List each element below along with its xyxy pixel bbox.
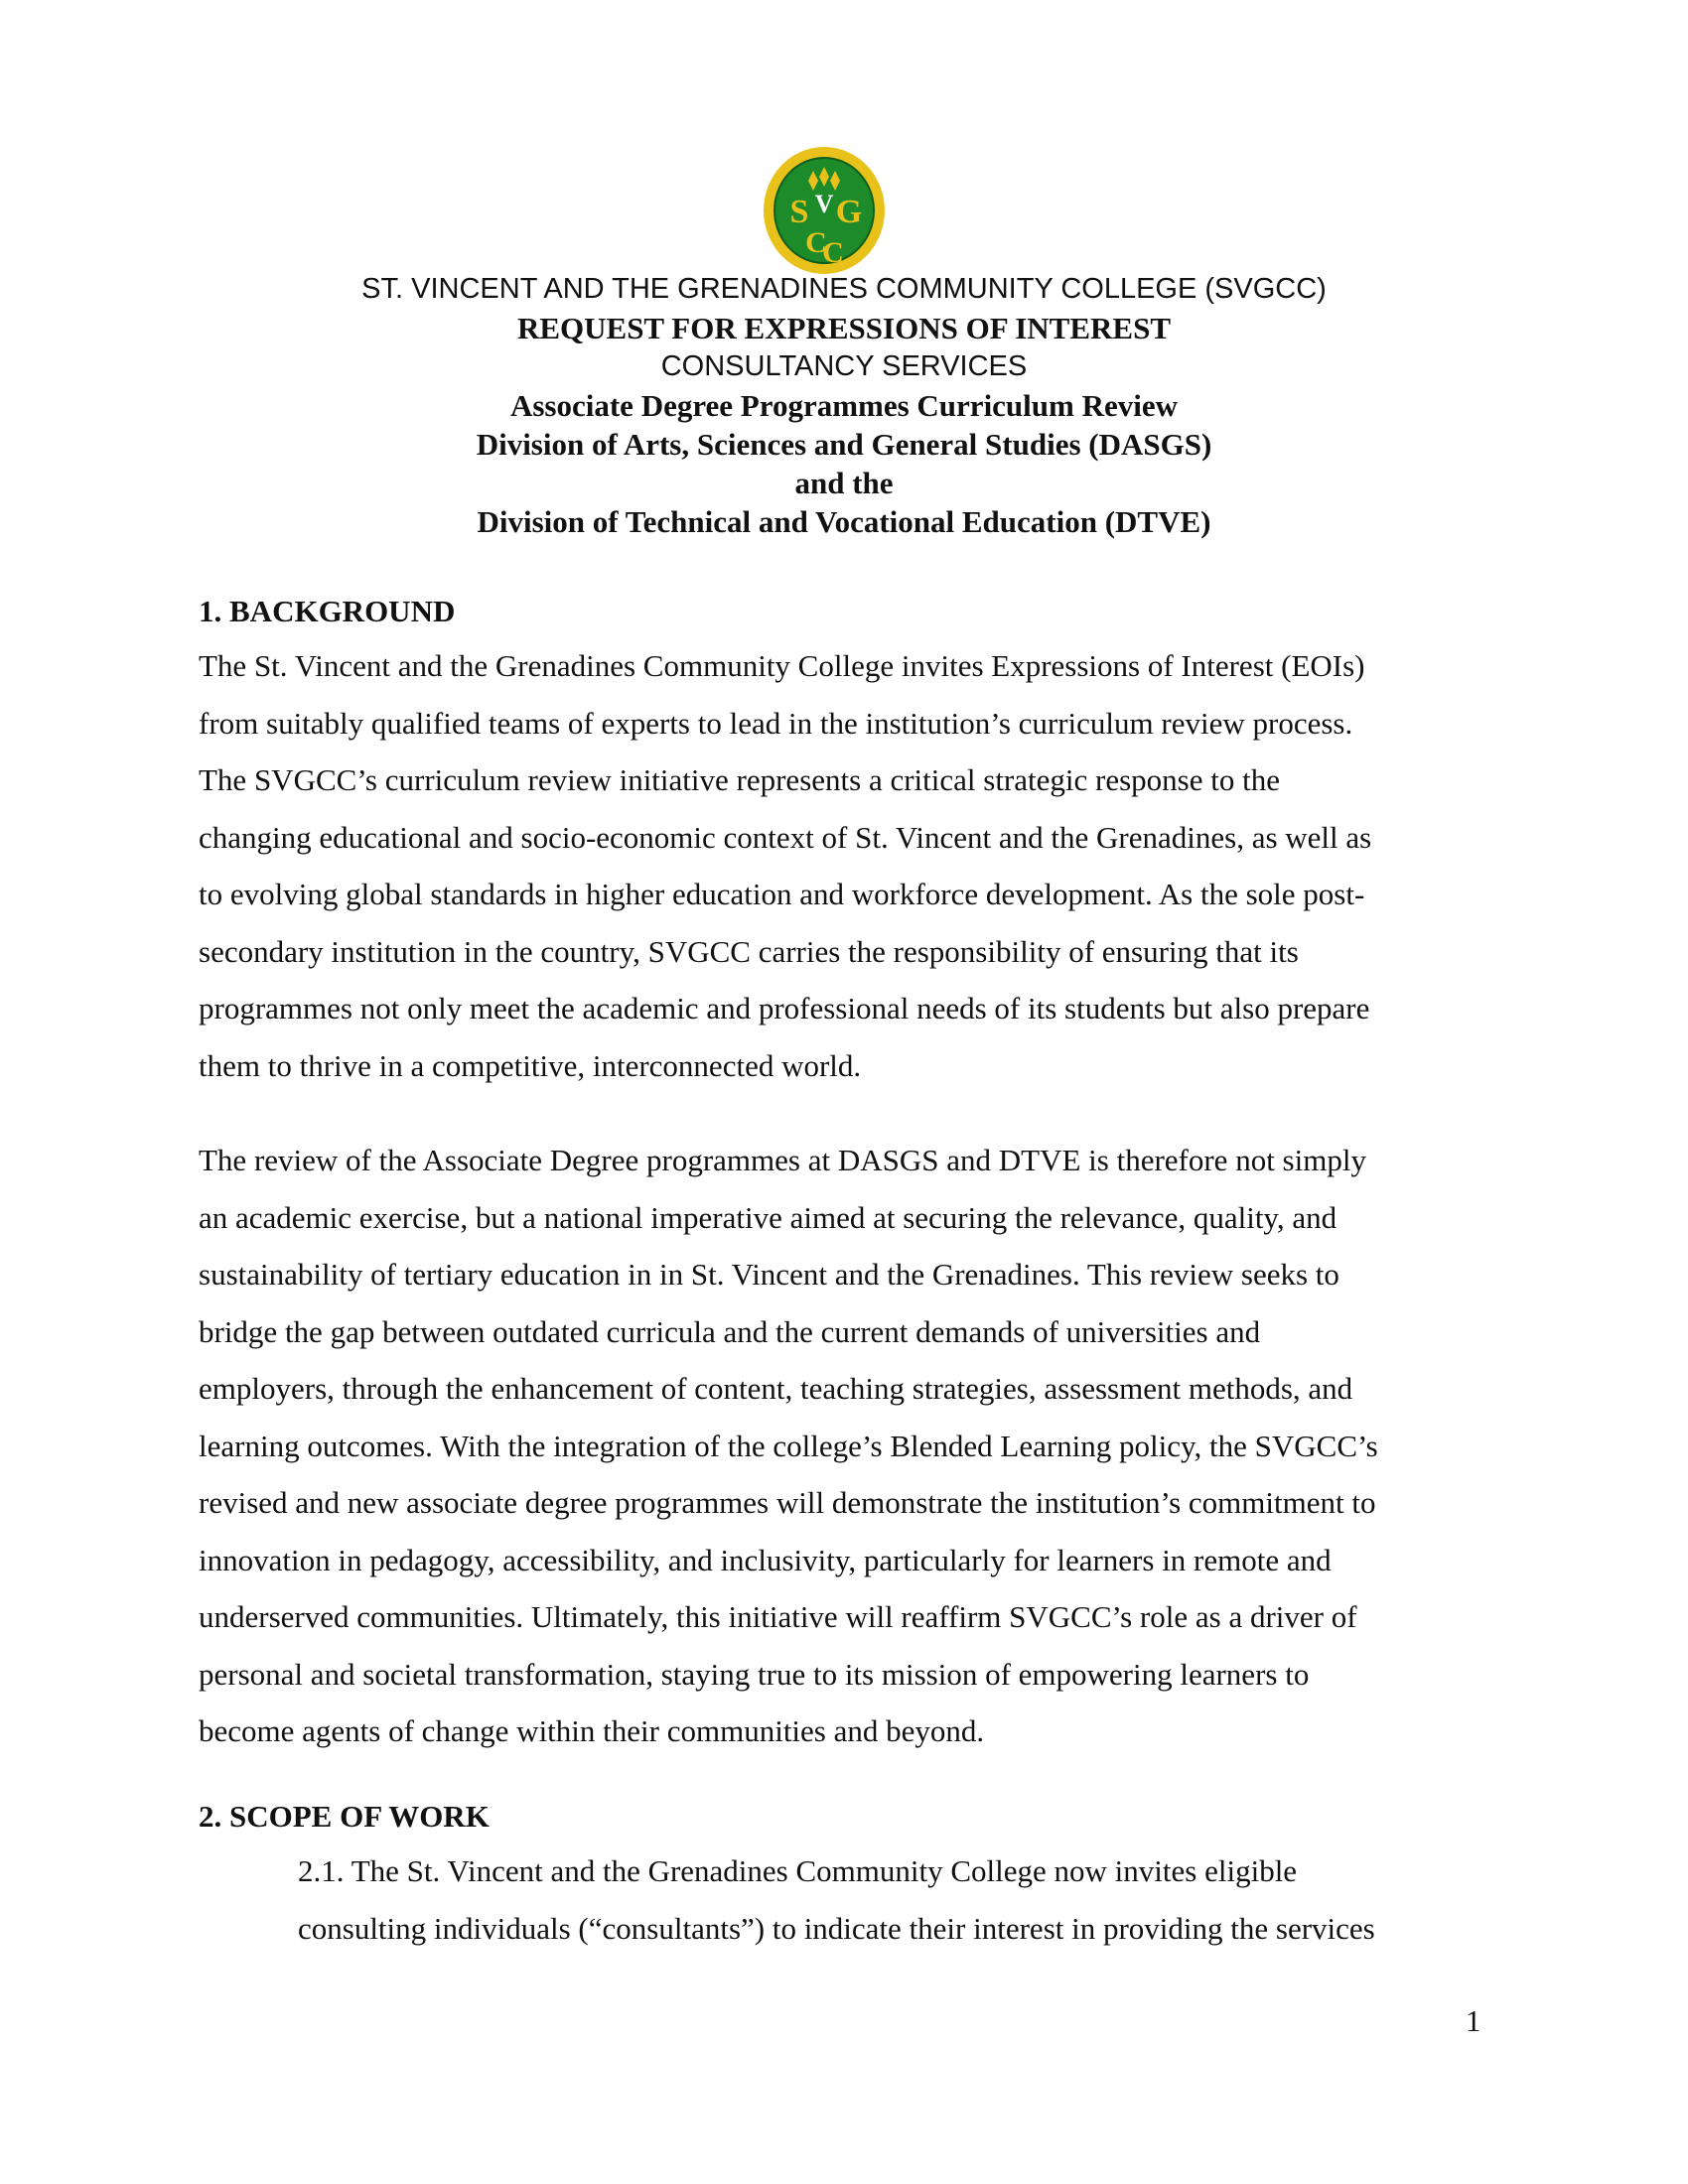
logo-letter-v: V xyxy=(814,190,834,218)
text-line: to evolving global standards in higher education and workforce development. As the sole post- xyxy=(199,877,1365,911)
text-line: secondary institution in the country, SVGCC carries the responsibility of ensuring that its xyxy=(199,933,1299,969)
logo-letter-s: S xyxy=(789,194,809,230)
background-paragraph-2 xyxy=(199,1132,1489,1760)
logo-letter-c2: C xyxy=(822,236,844,269)
text-line: bridge the gap between outdated curricula and the current demands of universities and xyxy=(199,1313,1261,1349)
project-title: Associate Degree Programmes Curriculum Review xyxy=(509,388,1179,423)
background-paragraph-1 xyxy=(199,637,1489,1094)
background-heading: 1. BACKGROUND xyxy=(199,594,456,628)
division-dasgs: Division of Arts, Sciences and General Studies (DASGS) xyxy=(476,427,1212,462)
logo-letter-c1: C xyxy=(805,226,827,259)
text-line: changing educational and socio-economic context of St. Vincent and the Grenadines, as well as xyxy=(199,819,1372,855)
scope-heading: 2. SCOPE OF WORK xyxy=(199,1799,490,1834)
logo-letter-g: G xyxy=(835,194,863,230)
text-line: The St. Vincent and the Grenadines Community College invites Expressions of Interest (EOIs) xyxy=(199,648,1365,683)
text-line: employers, through the enhancement of content, teaching strategies, assessment methods, and xyxy=(199,1371,1353,1406)
text-line: learning outcomes. With the integration of the college’s Blended Learning policy, the SVGCC’s xyxy=(199,1428,1378,1463)
text-line: innovation in pedagogy, accessibility, and inclusivity, particularly for learners in remote and xyxy=(199,1542,1332,1577)
text-line: an academic exercise, but a national imperative aimed at securing the relevance, quality, and xyxy=(199,1199,1337,1235)
document-header xyxy=(0,270,1688,541)
text-line: underserved communities. Ultimately, this initiative will reaffirm SVGCC’s role as a driver of xyxy=(199,1599,1357,1634)
college-name: ST. VINCENT AND THE GRENADINES COMMUNITY COLLEGE (SVGCC) xyxy=(361,273,1327,305)
text-line: sustainability of tertiary education in in St. Vincent and the Grenadines. This review seeks to xyxy=(199,1257,1339,1292)
text-line: programmes not only meet the academic and professional needs of its students but also prepare xyxy=(199,991,1370,1025)
scope-item-2-1 xyxy=(298,1843,1375,1957)
page-number: 1 xyxy=(1466,2003,1481,2038)
request-title: REQUEST FOR EXPRESSIONS OF INTEREST xyxy=(516,311,1172,345)
text-line: The SVGCC’s curriculum review initiative represents a critical strategic response to the xyxy=(199,762,1280,797)
text-line: revised and new associate degree programmes will demonstrate the institution’s commitment to xyxy=(199,1485,1376,1520)
text-line: 2.1. The St. Vincent and the Grenadines Community College now invites eligible xyxy=(298,1853,1298,1888)
text-line: personal and societal transformation, staying true to its mission of empowering learners to xyxy=(199,1656,1310,1692)
text-line: become agents of change within their communities and beyond. xyxy=(199,1713,985,1748)
services-type: CONSULTANCY SERVICES xyxy=(660,350,1028,382)
text-line: them to thrive in a competitive, interconnected world. xyxy=(199,1047,862,1083)
svgcc-logo xyxy=(762,145,887,276)
and-the: and the xyxy=(794,466,894,500)
text-line: consulting individuals (“consultants”) to indicate their interest in providing the services xyxy=(298,1910,1375,1946)
text-line: from suitably qualified teams of experts to lead in the institution’s curriculum review process. xyxy=(199,705,1353,741)
division-dtve: Division of Technical and Vocational Education (DTVE) xyxy=(477,504,1211,539)
text-line: The review of the Associate Degree programmes at DASGS and DTVE is therefore not simply xyxy=(199,1143,1366,1177)
